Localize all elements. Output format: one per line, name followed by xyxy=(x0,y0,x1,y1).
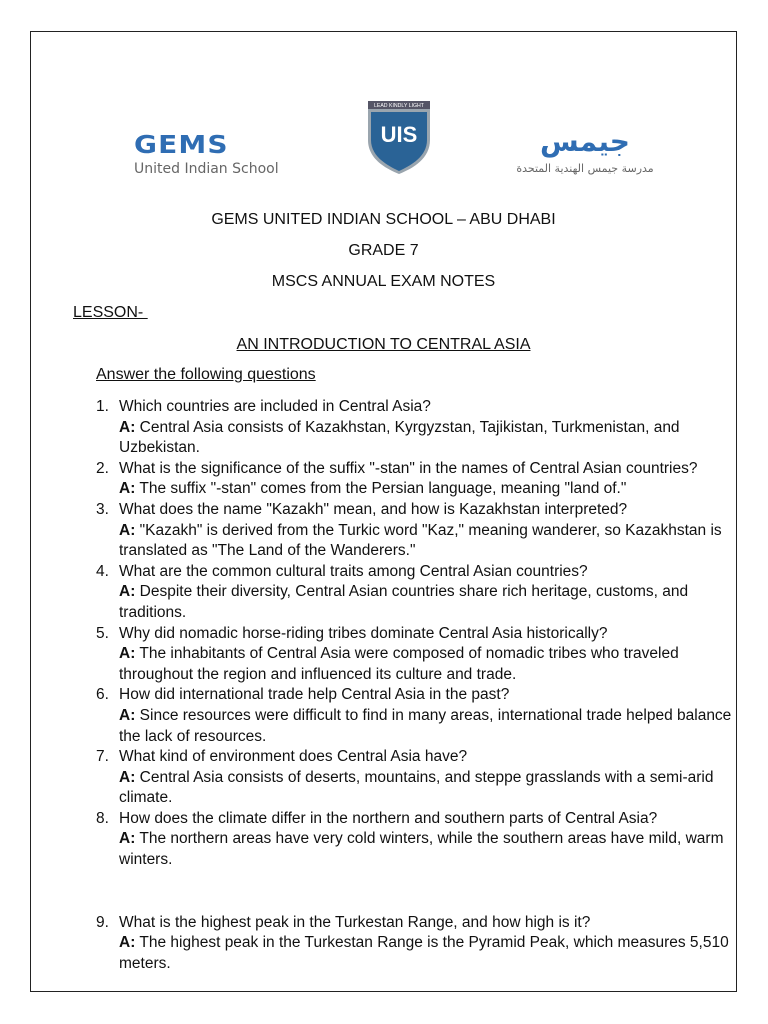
question-item xyxy=(96,500,732,562)
exam-heading: MSCS ANNUAL EXAM NOTES xyxy=(271,273,496,290)
answer-body: The highest peak in the Turkestan Range is the Pyramid Peak, which measures 5,510 meters. xyxy=(119,934,729,972)
answer-body: Despite their diversity, Central Asian countries share rich heritage, customs, and traditions. xyxy=(119,583,689,621)
answer-text xyxy=(119,768,732,809)
answer-body: Central Asia consists of Kazakhstan, Kyrgyzstan, Tajikistan, Turkmenistan, and Uzbekistan. xyxy=(119,418,680,457)
answer-text xyxy=(119,706,732,747)
answer-body: The northern areas have very cold winters, while the southern areas have mild, warm winters. xyxy=(119,830,724,869)
uis-shield-icon xyxy=(364,100,434,176)
answer-body: Central Asia consists of deserts, mountains, and steppe grasslands with a semi-arid climate. xyxy=(119,768,714,807)
answer-label: A: xyxy=(119,934,136,952)
lesson-title: AN INTRODUCTION TO CENTRAL ASIA xyxy=(236,336,531,353)
gems-logo xyxy=(134,132,294,182)
question-number: 9. xyxy=(96,913,109,931)
question-text: How does the climate differ in the northern and southern parts of Central Asia? xyxy=(119,809,658,827)
gems-subtitle: United Indian School xyxy=(134,161,279,177)
grade-heading: GRADE 7 xyxy=(348,242,419,259)
answer-body: The inhabitants of Central Asia were composed of nomadic tribes who traveled throughout the region and influenced its culture and trade. xyxy=(119,645,679,683)
school-name: GEMS UNITED INDIAN SCHOOL – ABU DHABI xyxy=(211,211,556,228)
answer-label: A: xyxy=(119,521,136,539)
uis-shield-logo xyxy=(364,100,434,176)
question-number: 8. xyxy=(96,809,109,827)
answer-text xyxy=(119,582,732,623)
question-item xyxy=(96,913,732,975)
question-text: What does the name "Kazakh" mean, and how is Kazakhstan interpreted? xyxy=(119,500,628,518)
question-number: 2. xyxy=(96,459,109,477)
answer-label: A: xyxy=(119,480,136,498)
answer-label: A: xyxy=(119,583,136,601)
spacer xyxy=(96,871,732,913)
answer-text xyxy=(119,933,732,974)
answer-label: A: xyxy=(119,768,136,786)
question-number: 3. xyxy=(96,500,109,518)
arabic-logo xyxy=(500,126,670,182)
gems-wordmark: GEMS xyxy=(134,130,229,159)
question-number: 6. xyxy=(96,686,109,704)
question-item xyxy=(96,747,732,809)
question-item xyxy=(96,397,732,459)
question-item xyxy=(96,624,732,686)
answer-label: A: xyxy=(119,418,136,436)
arabic-subtitle: مدرسة جيمس الهندية المتحدة xyxy=(516,162,654,175)
answer-label: A: xyxy=(119,645,136,663)
answer-text xyxy=(119,521,732,562)
question-text: What are the common cultural traits among Central Asian countries? xyxy=(119,562,588,580)
question-list xyxy=(96,397,732,974)
question-item xyxy=(96,562,732,624)
answer-text xyxy=(119,829,732,870)
lesson-label: LESSON- xyxy=(73,304,148,321)
answer-text xyxy=(119,479,732,500)
question-text: How did international trade help Central Asia in the past? xyxy=(119,686,510,704)
question-item xyxy=(96,685,732,747)
question-number: 7. xyxy=(96,748,109,766)
answer-label: A: xyxy=(119,706,136,724)
question-item xyxy=(96,459,732,500)
uis-initials: UIS xyxy=(380,122,418,147)
question-text: What is the highest peak in the Turkestan Range, and how high is it? xyxy=(119,913,591,931)
question-number: 1. xyxy=(96,398,109,415)
question-number: 4. xyxy=(96,562,109,580)
answer-text xyxy=(119,418,732,459)
uis-tagline: LEAD KINDLY LIGHT xyxy=(374,103,424,110)
question-text: What is the significance of the suffix "-stan" in the names of Central Asian countries? xyxy=(119,459,698,477)
answer-body: Since resources were difficult to find in many areas, international trade helped balance the lack of resources. xyxy=(119,706,732,745)
answer-body: "Kazakh" is derived from the Turkic word "Kaz," meaning wanderer, so Kazakhstan is translated as "The Land of the Wanderers." xyxy=(119,521,722,560)
question-text: Which countries are included in Central Asia? xyxy=(119,398,431,415)
answer-text xyxy=(119,644,732,685)
arabic-wordmark: جيمس xyxy=(540,125,630,158)
question-text: Why did nomadic horse-riding tribes dominate Central Asia historically? xyxy=(119,624,608,642)
answer-label: A: xyxy=(119,830,136,848)
question-text: What kind of environment does Central Asia have? xyxy=(119,748,468,766)
question-item xyxy=(96,809,732,871)
answer-body: The suffix "-stan" comes from the Persian language, meaning "land of." xyxy=(135,480,627,498)
instructions: Answer the following questions xyxy=(96,366,316,383)
question-number: 5. xyxy=(96,624,109,642)
